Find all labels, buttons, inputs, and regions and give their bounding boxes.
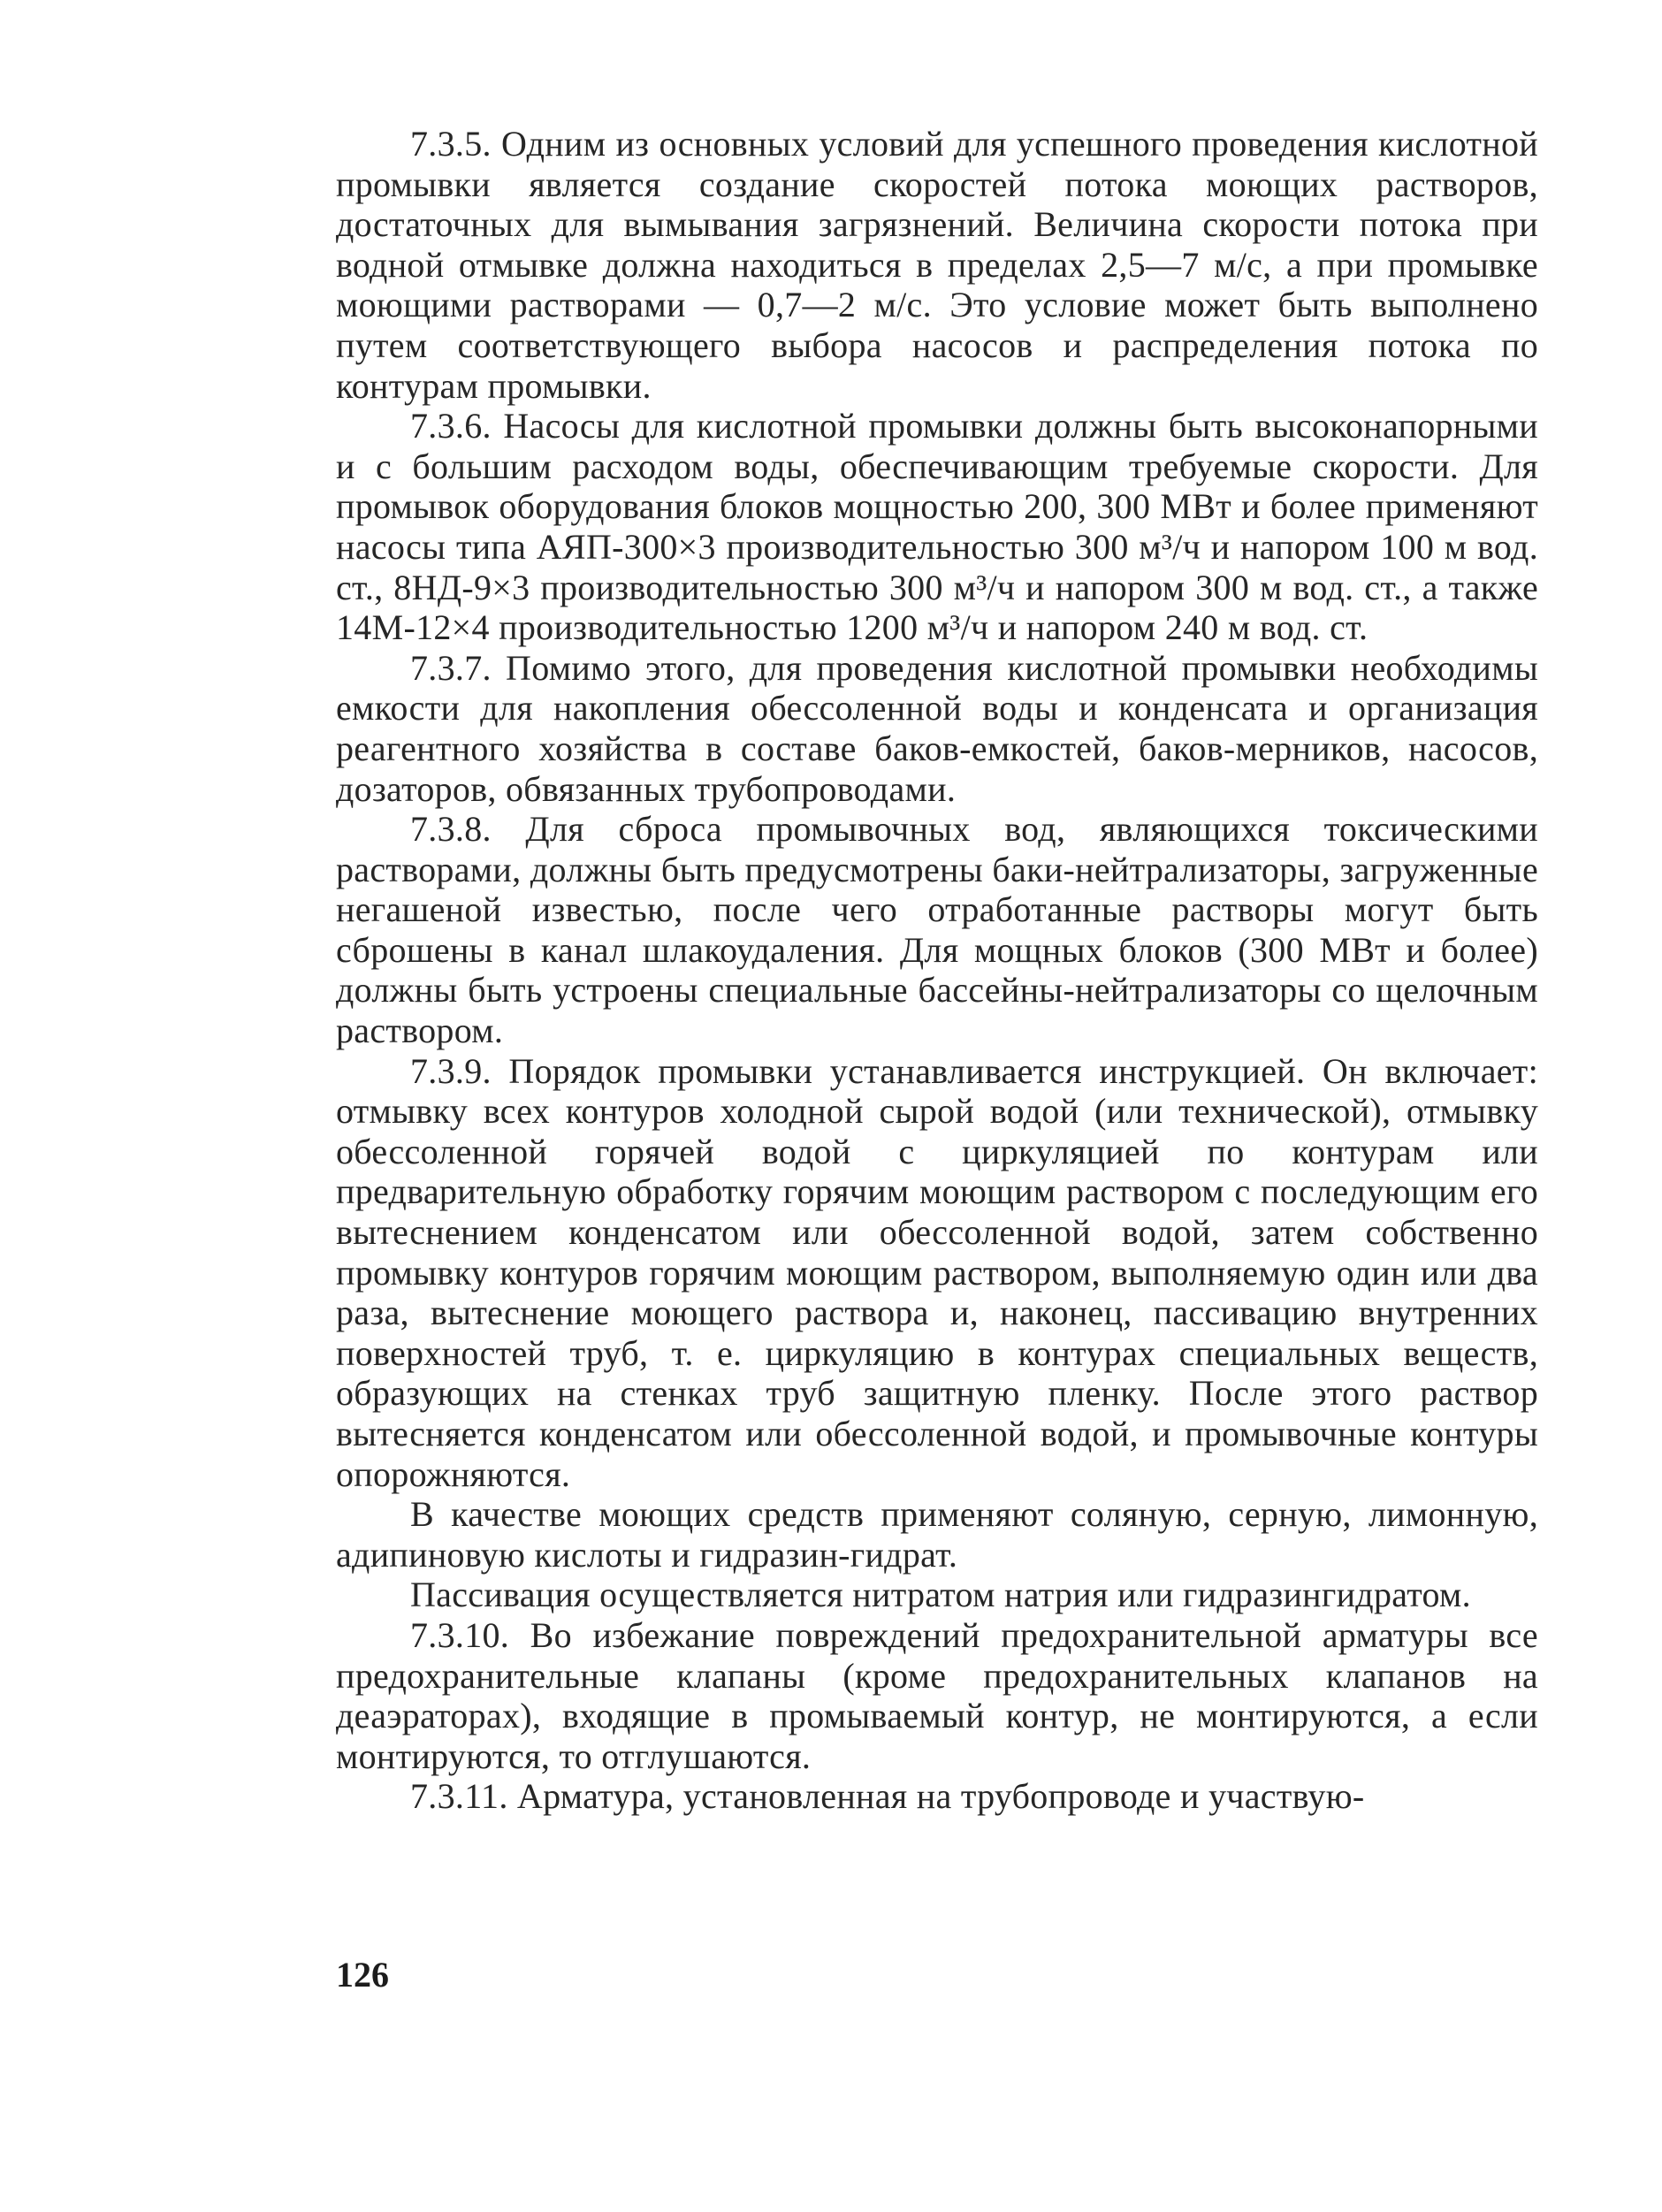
paragraph-7-3-6: 7.3.6. Насосы для кислотной промывки должны быть высоконапорными и с большим расходом воды, обеспечивающим требуемые скорости. Для промывок оборудования блоков мощностью 200, 300 МВт и более применяют насосы типа АЯП-300×3 производительностью 300 м³/ч и напором 100 м вод. ст., 8НД-9×3 производительностью 300 м³/ч и напором 300 м вод. ст., а также 14М-12×4 производительностью 1200 м³/ч и напором 240 м вод. ст.	[336, 406, 1538, 648]
paragraph-7-3-9: 7.3.9. Порядок промывки устанавливается инструкцией. Он включает: отмывку всех контуров холодной сырой водой (или технической), отмывку обессоленной горячей водой с циркуляцией по контурам или предварительную обработку горячим моющим раствором с последующим его вытеснением конденсатом или обессоленной водой, затем собственно промывку контуров горячим моющим раствором, выполняемую один или два раза, вытеснение моющего раствора и, наконец, пассивацию внутренних поверхностей труб, т. е. циркуляцию в контурах специальных веществ, образующих на стенках труб защитную пленку. После этого раствор вытесняется конденсатом или обессоленной водой, и промывочные контуры опорожняются.	[336, 1050, 1538, 1494]
page-body	[336, 124, 1538, 1817]
page-number: 126	[336, 1955, 389, 1995]
paragraph-7-3-11: 7.3.11. Арматура, установленная на трубопроводе и участвую-	[410, 1776, 1365, 1817]
paragraph-detergents: В качестве моющих средств применяют соляную, серную, лимонную, адипиновую кислоты и гидразин-гидрат.	[336, 1494, 1538, 1575]
paragraph-7-3-5: 7.3.5. Одним из основных условий для успешного проведения кислотной промывки является создание скоростей потока моющих растворов, достаточных для вымывания загрязнений. Величина скорости потока при водной отмывке должна находиться в пределах 2,5—7 м/с, а при промывке моющими растворами — 0,7—2 м/с. Это условие может быть выполнено путем соответствующего выбора насосов и распределения потока по контурам промывки.	[336, 124, 1538, 406]
paragraph-7-3-8: 7.3.8. Для сброса промывочных вод, являющихся токсическими растворами, должны быть предусмотрены баки-нейтрализаторы, загруженные негашеной известью, после чего отработанные растворы могут быть сброшены в канал шлакоудаления. Для мощных блоков (300 МВт и более) должны быть устроены специальные бассейны-нейтрализаторы со щелочным раствором.	[336, 809, 1538, 1051]
paragraph-passivation: Пассивация осуществляется нитратом натрия или гидразингидратом.	[410, 1575, 1471, 1615]
paragraph-7-3-7: 7.3.7. Помимо этого, для проведения кислотной промывки необходимы емкости для накопления обессоленной воды и конденсата и организация реагентного хозяйства в составе баков-емкостей, баков-мерников, насосов, дозаторов, обвязанных трубопроводами.	[336, 647, 1538, 809]
paragraph-7-3-10: 7.3.10. Во избежание повреждений предохранительной арматуры все предохранительные клапаны (кроме предохранительных клапанов на деаэраторах), входящие в промываемый контур, не монтируются, а если монтируются, то отглушаются.	[336, 1614, 1538, 1776]
